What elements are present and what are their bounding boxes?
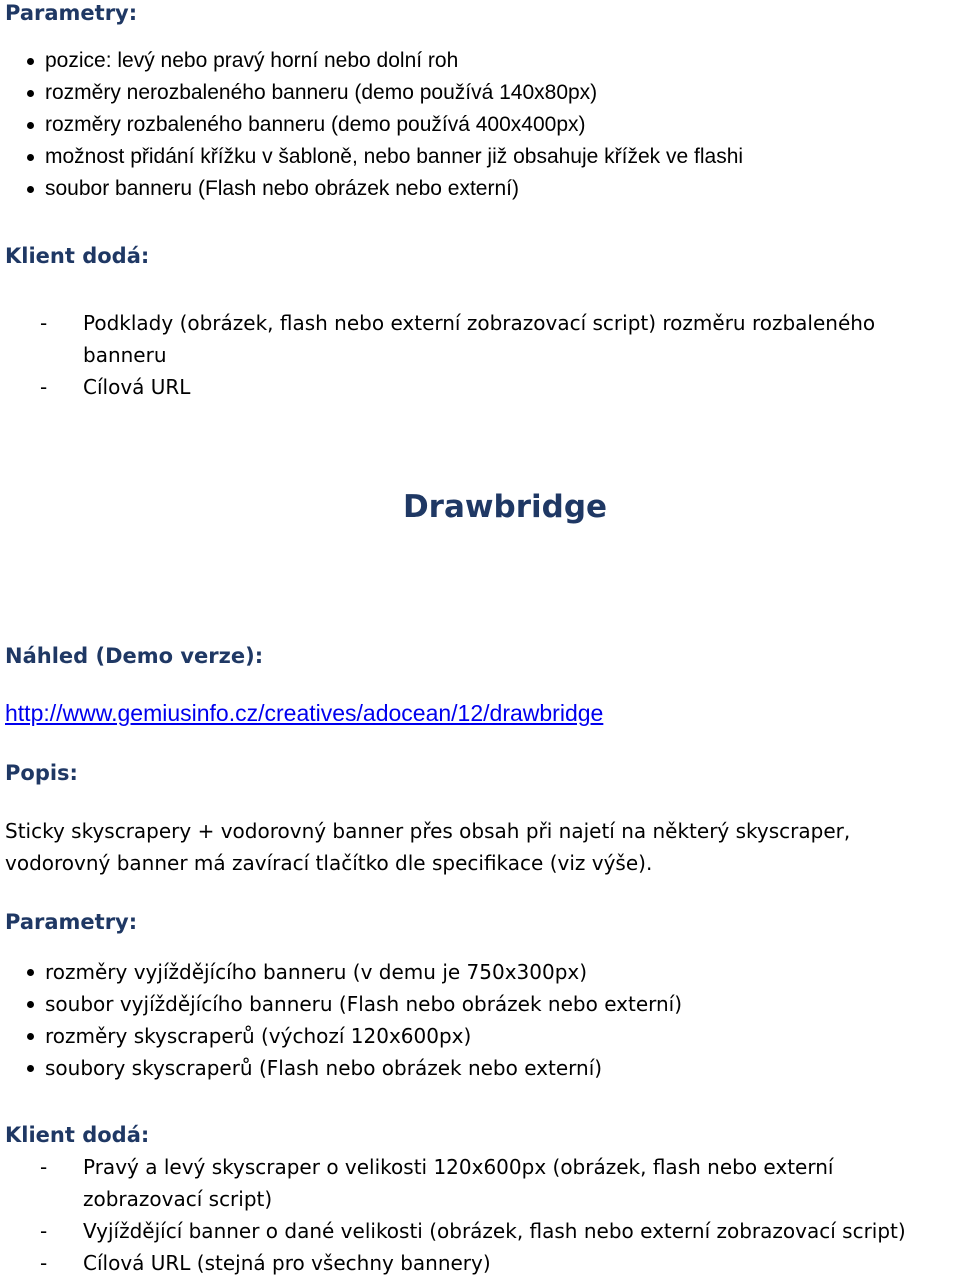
- bullet-icon: [27, 969, 34, 976]
- client-heading-2: Klient dodá:: [5, 1123, 150, 1147]
- list-item: - Cílová URL (stejná pro všechny bannery): [0, 1247, 953, 1279]
- preview-heading: Náhled (Demo verze):: [5, 644, 264, 668]
- list-item: rozměry skyscraperů (výchozí 120x600px): [0, 1020, 682, 1052]
- list-item: rozměry nerozbaleného banneru (demo používá 140x80px): [0, 77, 743, 109]
- dash-icon: -: [40, 311, 48, 335]
- list-item: pozice: levý nebo pravý horní nebo dolní roh: [0, 45, 743, 77]
- bullet-icon: [27, 1033, 34, 1040]
- list-item: rozměry rozbaleného banneru (demo používá 400x400px): [0, 109, 743, 141]
- dash-icon: -: [40, 1155, 48, 1179]
- client-heading: Klient dodá:: [5, 244, 150, 268]
- list-item: soubory skyscraperů (Flash nebo obrázek nebo externí): [0, 1052, 682, 1084]
- bullet-icon: [27, 186, 34, 193]
- bullet-icon: [27, 122, 34, 129]
- section-title: Drawbridge: [402, 489, 608, 525]
- list-item: soubor vyjíždějícího banneru (Flash nebo obrázek nebo externí): [0, 988, 682, 1020]
- demo-link[interactable]: http://www.gemiusinfo.cz/creatives/adocean/12/drawbridge: [5, 700, 604, 726]
- bullet-icon: [27, 58, 34, 65]
- client-list-2: [0, 1151, 953, 1279]
- list-item: - Cílová URL: [0, 371, 953, 403]
- list-item: rozměry vyjíždějícího banneru (v demu je 750x300px): [0, 956, 682, 988]
- description-text: Sticky skyscrapery + vodorovný banner přes obsah při najetí na některý skyscraper, vodorovný banner má zavírací tlačítko dle specifikace (viz výše).: [5, 819, 851, 875]
- bullet-icon: [27, 1065, 34, 1072]
- dash-icon: -: [40, 1219, 48, 1243]
- list-item: - Vyjíždějící banner o dané velikosti (obrázek, flash nebo externí zobrazovací script): [0, 1215, 953, 1247]
- bullet-icon: [27, 90, 34, 97]
- bullet-icon: [27, 154, 34, 161]
- dash-icon: -: [40, 1251, 48, 1275]
- list-item: soubor banneru (Flash nebo obrázek nebo externí): [0, 173, 743, 205]
- list-item: - Pravý a levý skyscraper o velikosti 120x600px (obrázek, flash nebo externí zobrazovací script): [0, 1151, 953, 1215]
- params-heading: Parametry:: [5, 1, 138, 25]
- description-heading: Popis:: [5, 761, 78, 785]
- params-heading-2: Parametry:: [5, 910, 138, 934]
- client-list: [0, 307, 953, 403]
- bullet-icon: [27, 1001, 34, 1008]
- list-item: - Podklady (obrázek, flash nebo externí zobrazovací script) rozměru rozbaleného banneru: [0, 307, 953, 371]
- params-list-2: [0, 956, 682, 1084]
- dash-icon: -: [40, 375, 48, 399]
- list-item: možnost přidání křížku v šabloně, nebo banner již obsahuje křížek ve flashi: [0, 141, 743, 173]
- params-list: [0, 45, 743, 205]
